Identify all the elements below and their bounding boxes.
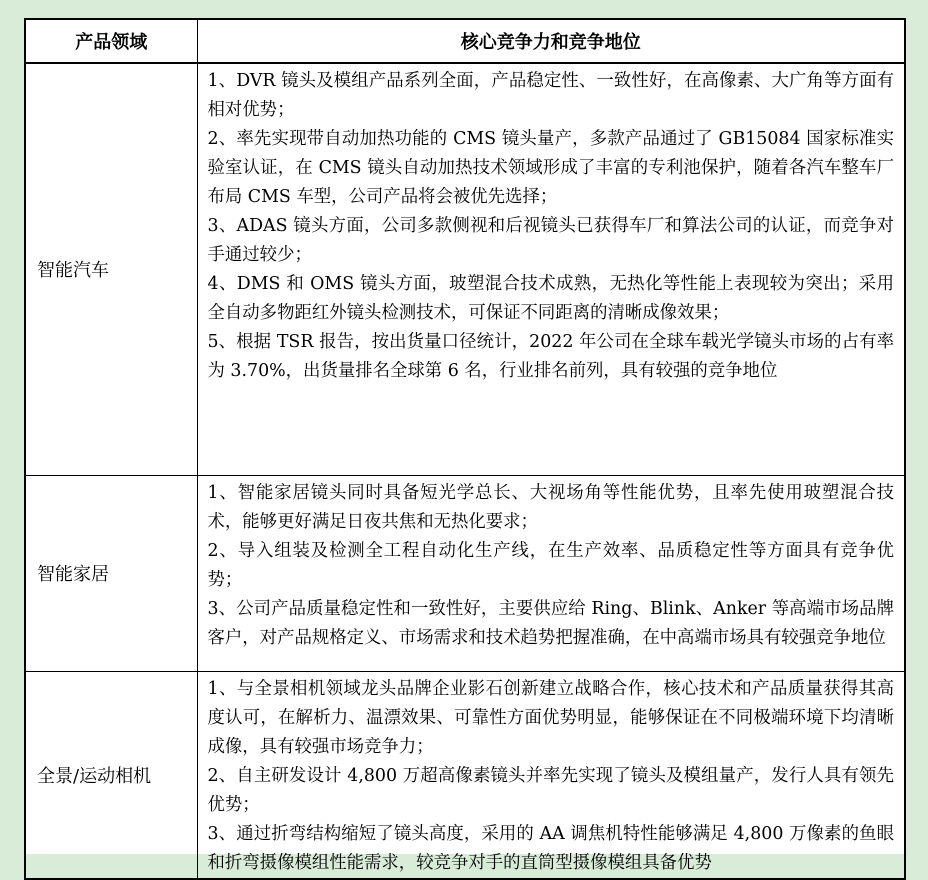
- point-item: 5、根据 TSR 报告，按出货量口径统计，2022 年公司在全球车载光学镜头市场的占有率为 3.70%，出货量排名全球第 6 名，行业排名前列，具有较强的竞争地位: [207, 332, 894, 381]
- point-item: 3、ADAS 镜头方面，公司多款侧视和后视镜头已获得车厂和算法公司的认证，而竞争对手通过较少；: [207, 216, 894, 265]
- row-domain-label: 智能家居: [25, 475, 197, 671]
- point-item: 3、公司产品质量稳定性和一致性好，主要供应给 Ring、Blink、Anker 等高端市场品牌客户，对产品规格定义、市场需求和技术趋势把握准确，在中高端市场具有较强竞争地位: [207, 598, 894, 648]
- point-item: 2、导入组装及检测全工程自动化生产线，在生产效率、品质稳定性等方面具有竞争优势；: [207, 540, 894, 590]
- document-page: [24, 18, 904, 873]
- header-product-domain: 产品领域: [25, 19, 197, 63]
- point-item: 2、率先实现带自动加热功能的 CMS 镜头量产，多款产品通过了 GB15084 国家标准实验室认证，在 CMS 镜头自动加热技术领域形成了丰富的专利池保护，随着各汽车整车厂布局 CMS 车型，公司产品将会被优先选择；: [207, 129, 894, 207]
- table-row: [25, 671, 905, 879]
- row-points-cell: [197, 63, 905, 475]
- table-header-row: [25, 19, 905, 63]
- header-core-competitiveness: 核心竞争力和竞争地位: [197, 19, 905, 63]
- table-row: [25, 475, 905, 671]
- point-item: 1、与全景相机领域龙头品牌企业影石创新建立战略合作，核心技术和产品质量获得其高度认可，在解析力、温漂效果、可靠性方面优势明显，能够保证在不同极端环境下均清晰成像，具有较强市场竞争力；: [207, 678, 894, 757]
- table-row: [25, 63, 905, 475]
- row-points-cell: [197, 671, 905, 879]
- row-points-cell: [197, 475, 905, 671]
- point-item: 4、DMS 和 OMS 镜头方面，玻塑混合技术成熟，无热化等性能上表现较为突出；采用全自动多物距红外镜头检测技术，可保证不同距离的清晰成像效果；: [207, 274, 894, 323]
- row-domain-label: 全景/运动相机: [25, 671, 197, 879]
- row-domain-label: 智能汽车: [25, 63, 197, 475]
- point-item: 3、通过折弯结构缩短了镜头高度，采用的 AA 调焦机特性能够满足 4,800 万像素的鱼眼和折弯摄像模组性能需求，较竞争对手的直筒型摄像模组具备优势: [207, 823, 894, 873]
- point-item: 2、自主研发设计 4,800 万超高像素镜头并率先实现了镜头及模组量产，发行人具有领先优势；: [207, 765, 894, 815]
- point-item: 1、DVR 镜头及模组产品系列全面，产品稳定性、一致性好，在高像素、大广角等方面有相对优势；: [207, 71, 894, 120]
- competitiveness-table: [24, 18, 906, 880]
- point-item: 1、智能家居镜头同时具备短光学总长、大视场角等性能优势，且率先使用玻塑混合技术，能够更好满足日夜共焦和无热化要求；: [207, 482, 894, 532]
